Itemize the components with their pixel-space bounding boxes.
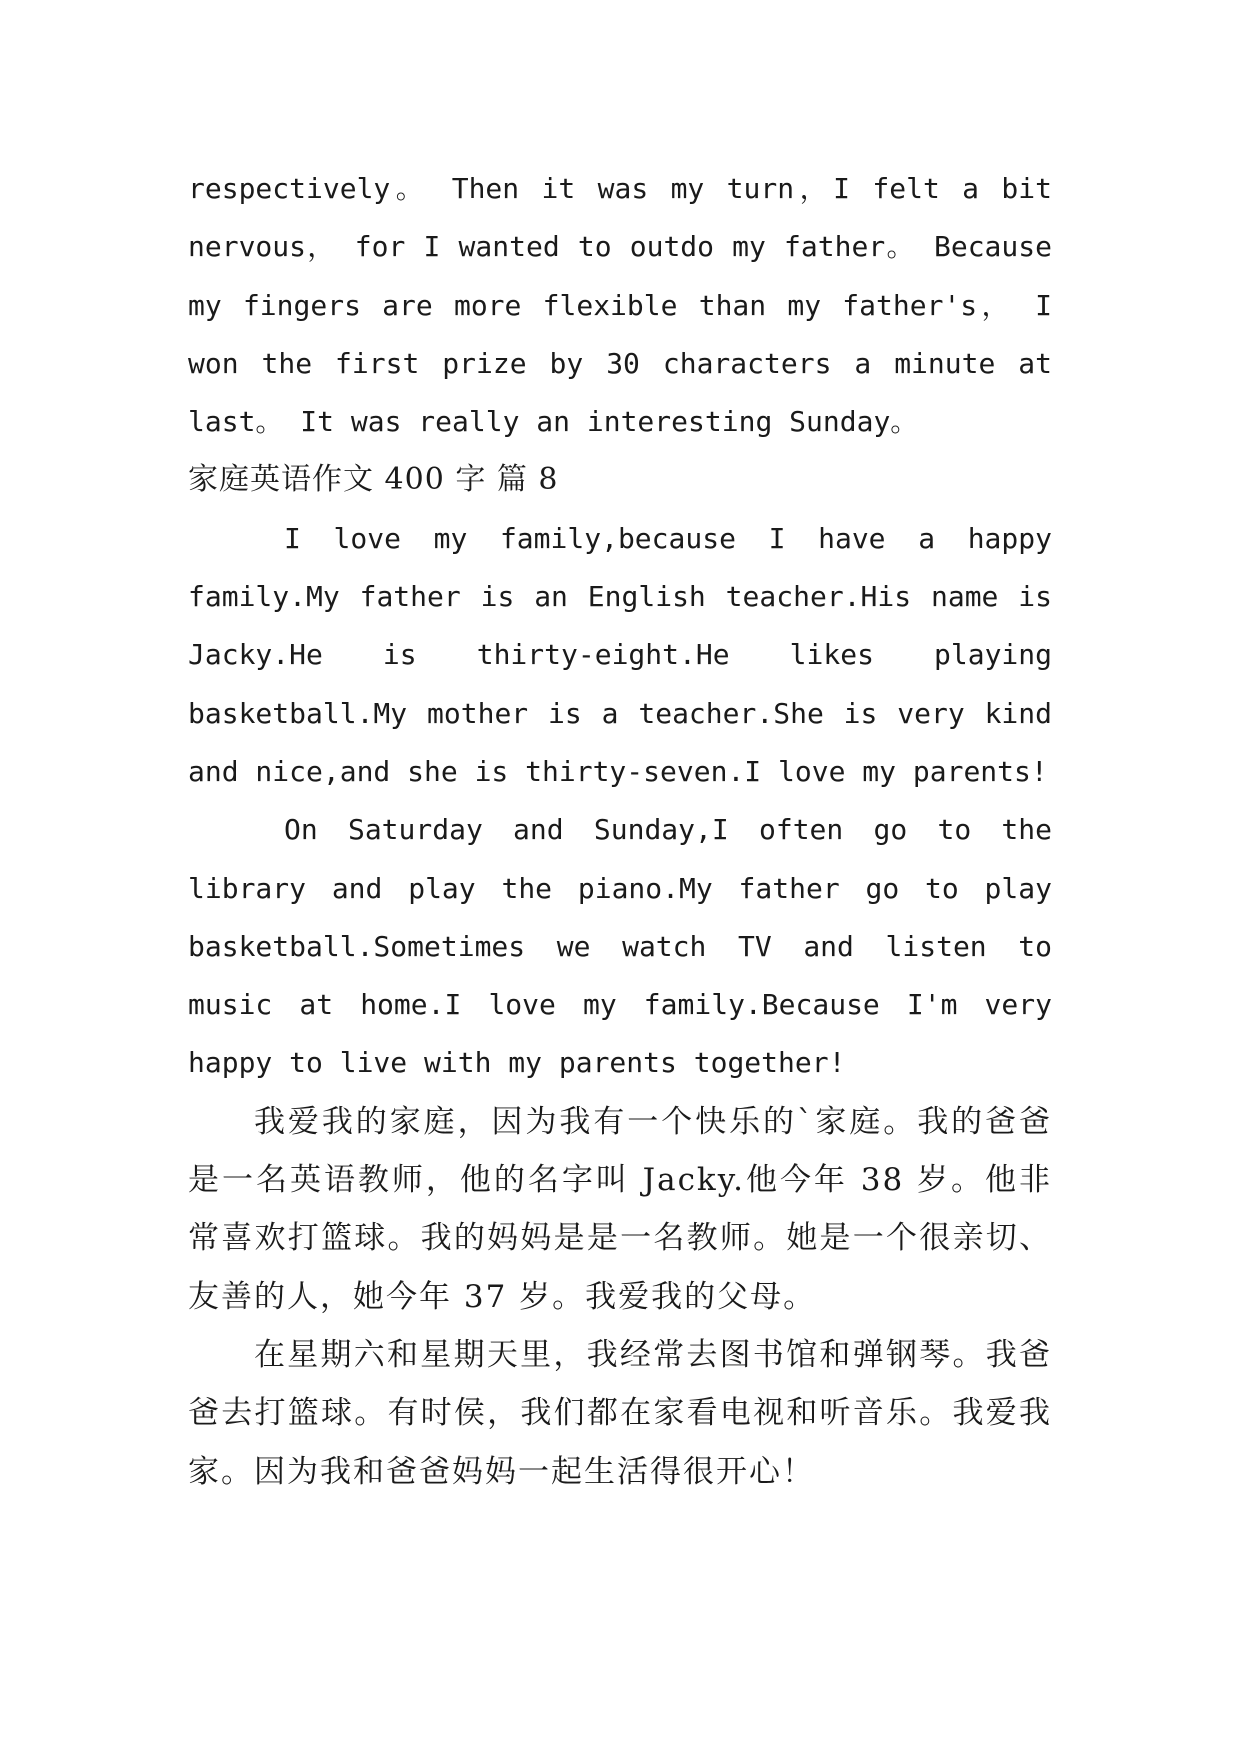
continuation-paragraph: respectively。 Then it was my turn，I felt a bit nervous， for I wanted to outdo my father。 Because my fingers are more flexible than my father's， I won the first prize by 30 characters a minute at last。 It was really an interesting Sunday。 [188,172,1052,439]
english-paragraph-1: I love my family,because I have a happy family.My father is an English teacher.His name is Jacky.He is thirty-eight.He likes playing basketball.My mother is a teacher.She is very kind and nice,and she is thirty-seven.I love my parents! [188,521,1052,788]
english-paragraph-2: On Saturday and Sunday,I often go to the library and play the piano.My father go to play basketball.Sometimes we watch TV and listen to music at home.I love my family.Because I'm very happy to live with my parents together! [188,813,1052,1080]
chinese-paragraph-1: 我爱我的家庭，因为我有一个快乐的`家庭。我的爸爸是一名英语教师，他的名字叫 Jacky.他今年 38 岁。他非常喜欢打篮球。我的妈妈是是一名教师。她是一个很亲切、友善的人，她今年 37 岁。我爱我的父母。 [188,1103,1052,1315]
chinese-paragraph-2: 在星期六和星期天里，我经常去图书馆和弹钢琴。我爸爸去打篮球。有时侯，我们都在家看电视和听音乐。我爱我家。因为我和爸爸妈妈一起生活得很开心！ [188,1336,1052,1490]
document-page [188,160,1052,1501]
section-heading: 家庭英语作文 400 字 篇 8 [188,462,559,498]
